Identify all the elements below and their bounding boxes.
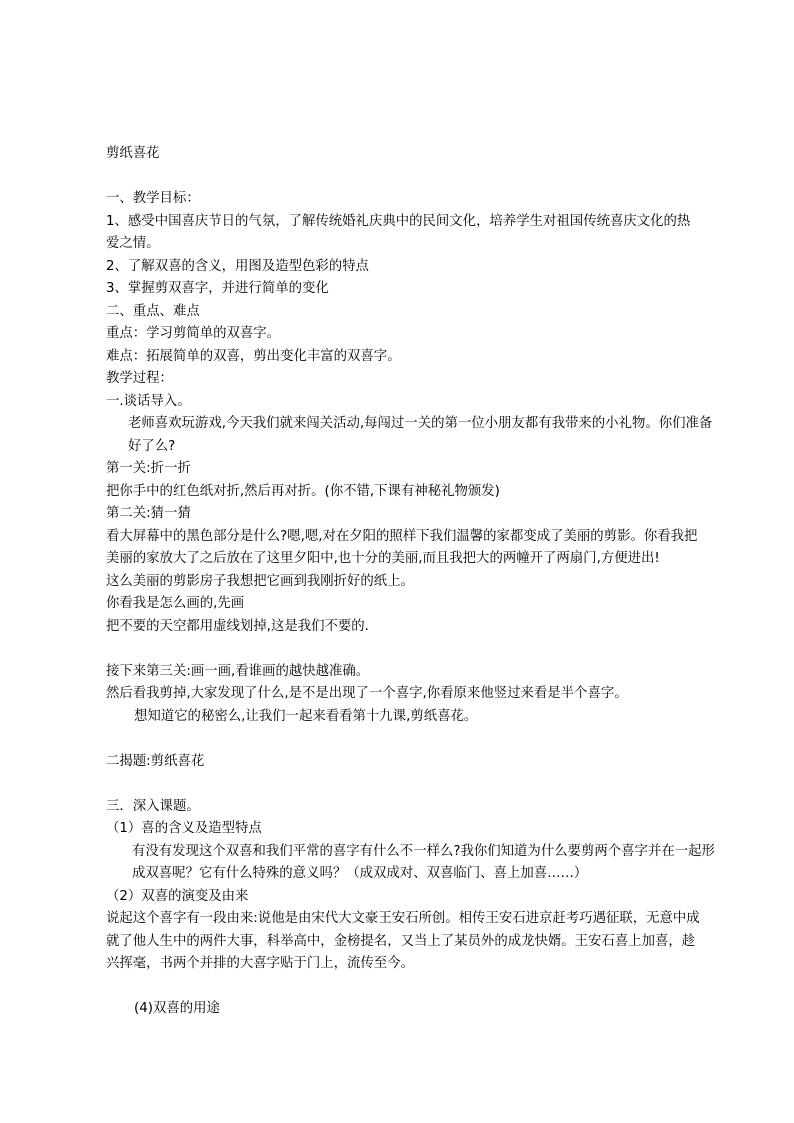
origin-paragraph: 说起这个喜字有一段由来:说他是由宋代大文豪王安石所创。相传王安石进京赶考巧遇征联，无意中成就了他人生中的两件大事，科举高中，金榜提名，又当上了某员外的成龙快婿。王安石喜上加喜，趁兴挥毫，书两个并排的大喜字贴于门上，流传至今。 <box>106 911 700 971</box>
blank-line <box>106 638 706 661</box>
level-1-paragraph: 把你手中的红色纸对折,然后再对折。(你不错,下课有神秘礼物颁发) <box>106 483 500 499</box>
level-2-heading: 第二关:猜一猜 <box>106 506 191 521</box>
blank-line <box>106 166 706 189</box>
blank-line <box>106 728 706 751</box>
teaching-goal-1: 1、感受中国喜庆节日的气氛，了解传统婚礼庆典中的民间文化，培养学生对祖国传统喜庆文化的热爱之情。 <box>106 213 691 251</box>
introduction-paragraph: 老师喜欢玩游戏,今天我们就来闯关活动,每闯过一关的第一位小朋友都有我带来的小礼物。你们准备好了么? <box>128 416 713 454</box>
level-1-heading: 第一关:折一折 <box>106 461 191 476</box>
cutting-paragraph: 然后看我剪掉,大家发现了什么,是不是出现了一个喜字,你看原来他竖过来看是半个喜字。 <box>106 686 628 701</box>
blank-line <box>106 773 706 796</box>
level-2-cross-out-step: 把不要的天空都用虚线划掉,这是我们不要的. <box>106 618 369 634</box>
key-point: 重点：学习剪简单的双喜字。 <box>106 326 281 341</box>
blank-line <box>106 976 706 999</box>
teaching-goal-3: 3、掌握剪双喜字，并进行简单的变化 <box>106 281 329 296</box>
origin-subheading: （2）双喜的演变及由来 <box>106 888 249 904</box>
key-points-heading: 二、重点、难点 <box>106 303 200 319</box>
document-title: 剪纸喜花 <box>106 146 160 161</box>
difficulty-point: 难点：拓展简单的双喜，剪出变化丰富的双喜字。 <box>106 348 401 364</box>
usage-subheading: (4)双喜的用途 <box>134 1001 220 1016</box>
deep-topic-heading: 三．深入课题。 <box>106 798 200 814</box>
level-2-paragraph: 看大屏幕中的黑色部分是什么?嗯,嗯,对在夕阳的照样下我们温馨的家都变成了美丽的剪影。你看我把美丽的家放大了之后放在了这里夕阳中,也十分的美丽,而且我把大的两幢开了两扇门,方便进出! <box>106 528 698 566</box>
teaching-goals-heading: 一、教学目标： <box>106 191 200 206</box>
level-3-paragraph: 接下来第三关:画一画,看谁画的越快越准确。 <box>106 663 370 679</box>
meaning-paragraph: 有没有发现这个双喜和我们平常的喜字有什么不一样么?我你们知道为什么要剪两个喜字并在一起形成双喜呢？它有什么特殊的意义吗？（成双成对、双喜临门、喜上加喜……） <box>132 843 715 881</box>
teaching-goal-2: 2、了解双喜的含义，用图及造型色彩的特点 <box>106 258 369 274</box>
meaning-subheading: （1）喜的含义及造型特点 <box>106 821 262 836</box>
introduction-heading: 一.谈话导入。 <box>106 393 191 409</box>
level-2-drawing-step: 你看我是怎么画的,先画 <box>106 596 245 611</box>
reveal-topic-heading: 二揭题:剪纸喜花 <box>106 753 205 769</box>
lesson-plan-content <box>106 143 715 1021</box>
level-2-drawing-paragraph: 这么美丽的剪影房子我想把它画到我刚折好的纸上。 <box>106 573 414 589</box>
teaching-process-heading: 教学过程： <box>106 371 173 386</box>
secret-paragraph: 想知道它的秘密么,让我们一起来看看第十九课,剪纸喜花。 <box>134 708 478 724</box>
